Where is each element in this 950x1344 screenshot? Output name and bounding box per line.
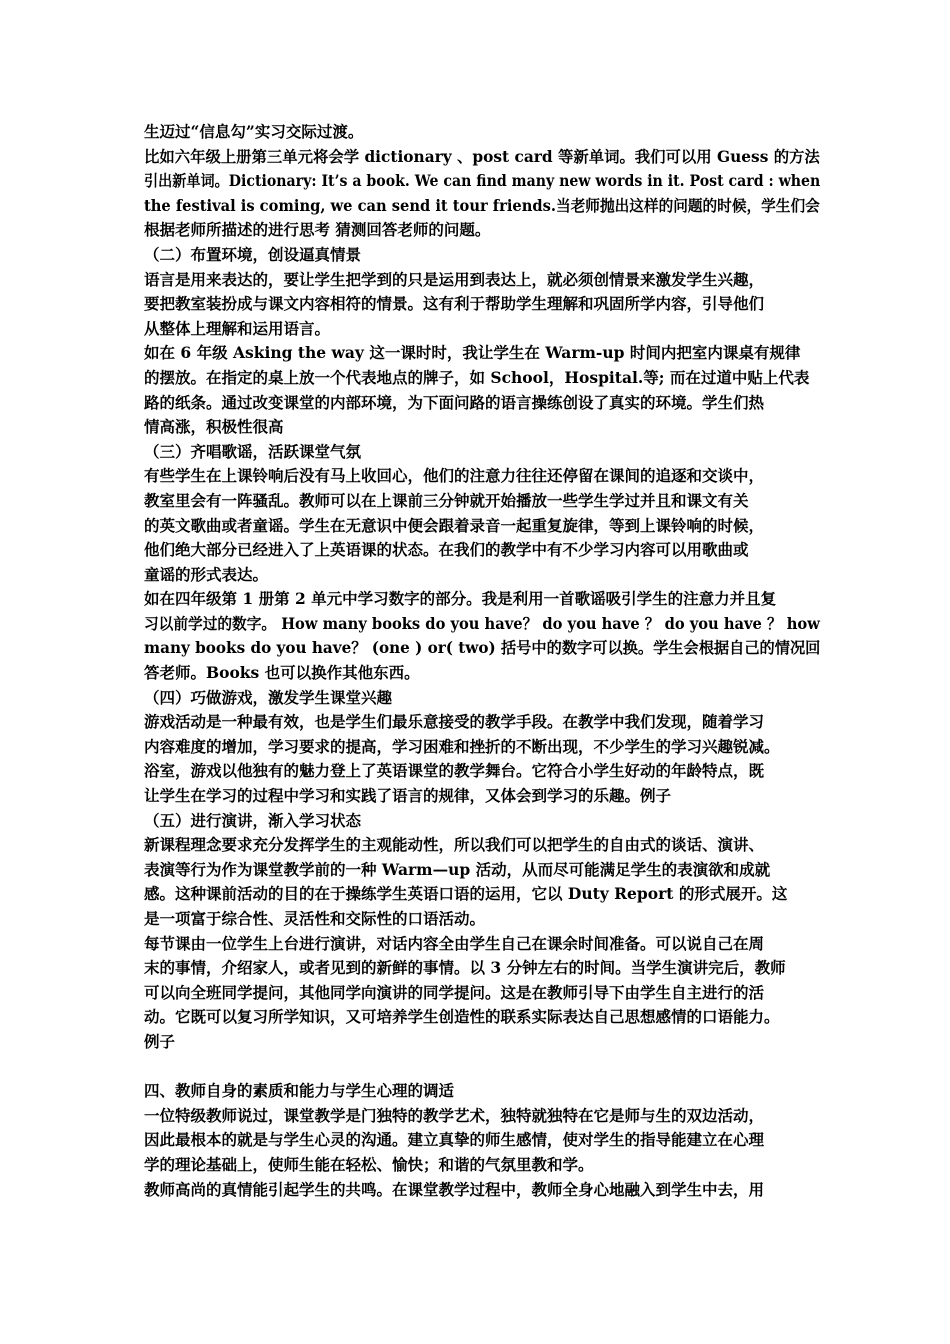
text-line: 动。它既可以复习所学知识，又可培养学生创造性的联系实际表达自己思想感情的口语能力。 [144, 1007, 780, 1027]
text-line: 表演等行为作为课堂教学前的一种 Warm—up 活动，从而尽可能满足学生的表演欲和成就 [144, 859, 771, 879]
text-line: 是一项富于综合性、灵活性和交际性的口语活动。 [144, 909, 486, 928]
blank-line [144, 1055, 820, 1080]
text-line: 每节课由一位学生上台进行演讲，对话内容全由学生自己在课余时间准备。可以说自己在周 [144, 933, 765, 953]
text-line: 末的事情，介绍家人，或者见到的新鲜的事情。以 3 分钟左右的时间。当学生演讲完后，教师 [144, 958, 786, 978]
text-line: 的摆放。在指定的桌上放一个代表地点的牌子，如 School，Hospital.等; 而在过道中贴上代表 [144, 367, 810, 387]
text-line: 情高涨，积极性很高 [144, 417, 284, 437]
text-line: 例子 [144, 1031, 176, 1051]
text-line: 根据老师所描述的进行思考 猜测回答老师的问题。 [144, 220, 491, 240]
text-line: 童谣的形式表达。 [144, 564, 269, 584]
text-line: 生迈过“信息勾”实习交际过渡。 [144, 122, 364, 141]
text-line: （四）巧做游戏，激发学生课堂兴趣 [144, 687, 393, 707]
text-line: 从整体上理解和运用语言。 [144, 318, 331, 338]
text-line: 内容难度的增加，学习要求的提高，学习困难和挫折的不断出现，不少学生的学习兴趣锐减。 [144, 736, 780, 756]
text-line: 习以前学过的数字。 How many books do you have？ do you have ？ do you have ？ how [144, 613, 820, 633]
text-line: 语言是用来表达的，要让学生把学到的只是运用到表达上，就必须创情景来激发学生兴趣， [144, 269, 765, 289]
text-line: 学的理论基础上，使师生能在轻松、愉快；和谐的气氛里教和学。 [144, 1154, 594, 1174]
text-line: 游戏活动是一种最有效，也是学生们最乐意接受的教学手段。在教学中我们发现，随着学习 [144, 712, 765, 732]
text-line: 因此最根本的就是与学生心灵的沟通。建立真挚的师生感情，使对学生的指导能建立在心理 [144, 1130, 765, 1150]
text-line: 一位特级教师说过，课堂教学是门独特的教学艺术，独特就独特在它是师与生的双边活动， [144, 1105, 765, 1125]
text-line: 如在四年级第 1 册第 2 单元中学习数字的部分。我是利用一首歌谣吸引学生的注意力并且复 [144, 589, 777, 609]
text-line: 可以向全班同学提问，其他同学向演讲的同学提问。这是在教师引导下由学生自主进行的活 [144, 982, 765, 1002]
text-line: 有些学生在上课铃响后没有马上收回心，他们的注意力往往还停留在课间的追逐和交谈中， [144, 466, 765, 486]
text-line: 引出新单词。Dictionary: It’s a book. We can find many new words in it. Post card : when [144, 171, 821, 191]
text-line: 他们绝大部分已经进入了上英语课的状态。在我们的教学中有不少学习内容可以用歌曲或 [144, 540, 749, 560]
document-page [144, 120, 820, 1202]
text-line: 比如六年级上册第三单元将会学 dictionary 、post card 等新单词。我们可以用 Guess 的方法 [144, 146, 820, 166]
text-line: （二）布置环境，创设逼真情景 [144, 244, 362, 264]
text-line: （三）齐唱歌谣，活跃课堂气氛 [144, 441, 362, 461]
text-line: 答老师。Books 也可以换作其他东西。 [144, 663, 420, 683]
text-line: 的英文歌曲或者童谣。学生在无意识中便会跟着录音一起重复旋律，等到上课铃响的时候， [144, 515, 765, 535]
text-line: 四、教师自身的素质和能力与学生心理的调适 [144, 1081, 455, 1101]
text-line: 教室里会有一阵骚乱。教师可以在上课前三分钟就开始播放一些学生学过并且和课文有关 [144, 490, 749, 510]
text-line: 让学生在学习的过程中学习和实践了语言的规律，又体会到学习的乐趣。例子 [144, 786, 672, 806]
text-line: （五）进行演讲，渐入学习状态 [144, 810, 362, 830]
text-line: 浴室，游戏以他独有的魅力登上了英语课堂的教学舞台。它符合小学生好动的年龄特点，既 [144, 761, 765, 781]
text-line: 感。这种课前活动的目的在于操练学生英语口语的运用，它以 Duty Report 的形式展开。这 [144, 884, 788, 904]
text-line: 路的纸条。通过改变课堂的内部环境，为下面问路的语言操练创设了真实的环境。学生们热 [144, 392, 765, 412]
text-line: the festival is coming, we can send it tour friends.当老师抛出这样的问题的时候，学生们会 [144, 195, 820, 215]
text-line: 要把教室装扮成与课文内容相符的情景。这有利于帮助学生理解和巩固所学内容，引导他们 [144, 294, 765, 314]
text-line: 如在 6 年级 Asking the way 这一课时时，我让学生在 Warm-up 时间内把室内课桌有规律 [144, 343, 801, 363]
text-line: 新课程理念要求充分发挥学生的主观能动性，所以我们可以把学生的自由式的谈话、演讲、 [144, 835, 765, 855]
text-line: many books do you have？ (one ) or( two) 括号中的数字可以换。学生会根据自己的情况回 [144, 638, 821, 658]
text-line: 教师高尚的真情能引起学生的共鸣。在课堂教学过程中，教师全身心地融入到学生中去，用 [144, 1179, 765, 1199]
